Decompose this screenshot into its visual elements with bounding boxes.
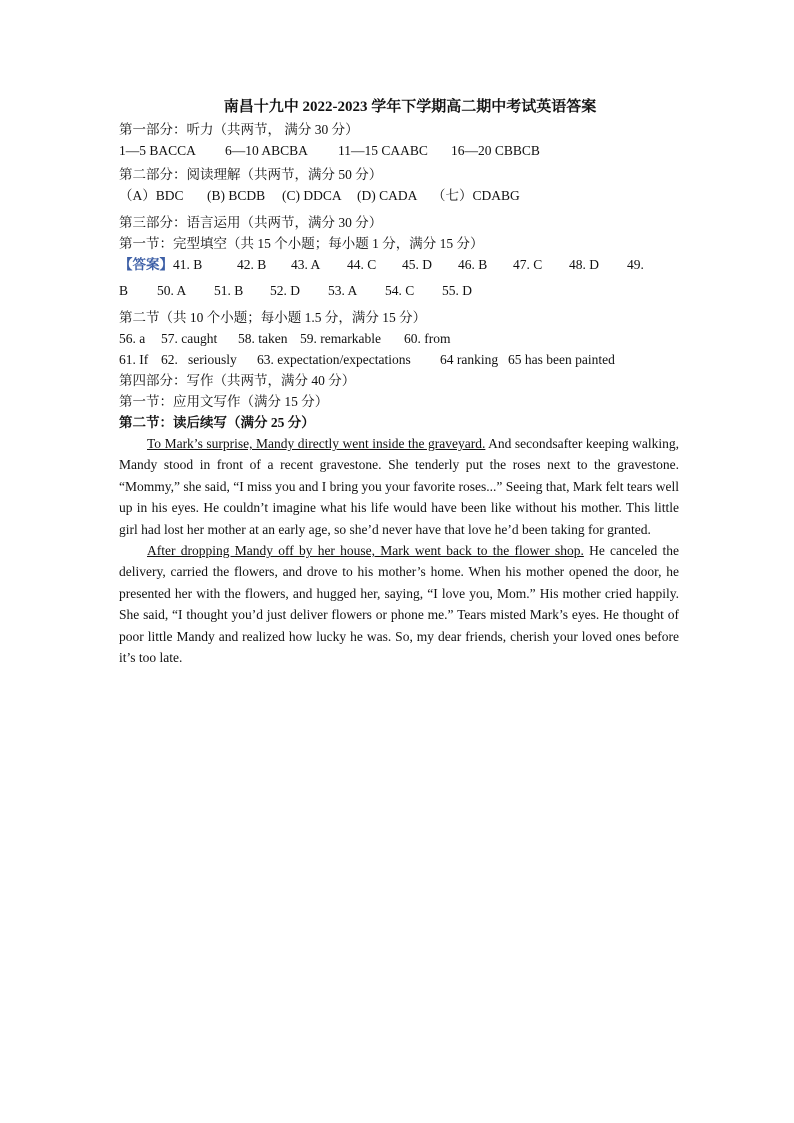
cloze-answer: 54. C [385,283,415,298]
cloze-answer: 48. D [569,257,599,272]
part2-heading: 第二部分：阅读理解（共两节，满分 50 分） [119,167,383,182]
answer-group: 16—20 CBBCB [451,143,540,158]
paragraph-1-lead-sentence: To Mark’s surprise, Mandy directly went inside the graveyard. [147,436,486,451]
part2-answers [119,185,679,206]
cloze-answer: 47. C [513,257,543,272]
answer-document [119,96,679,668]
part4-section2-heading: 第二节：读后续写（满分 25 分） [119,415,315,430]
fill-answer: 59. remarkable [300,331,381,346]
answer-group: 6—10 ABCBA [225,143,308,158]
paragraph-2-body: He canceled the delivery, carried the flowers, and drove to his mother’s home. When his mother opened the door, he presented her with the flowers, and hugged her, saying, “I love you, Mom.” His mother cried happily. She said, “I thought you’d just deliver flowers or phone me.” Tears misted Mark’s eyes. He thought of poor little Mandy and realized how lucky he was. So, my dear friends, cherish your loved ones before it’s too late. [119,543,680,666]
document-title: 南昌十九中 2022-2023 学年下学期高二期中考试英语答案 [223,99,597,115]
cloze-answer: B [119,283,129,298]
answer-tag: 【答案】 [119,257,173,272]
cloze-answers-row-1 [119,254,679,275]
fill-answer: 60. from [404,331,451,346]
answer-group: （A）BDC [119,188,184,203]
cloze-answer: 43. A [291,257,321,272]
cloze-answer: 46. B [458,257,488,272]
fill-answer: 64 ranking [440,352,499,367]
cloze-answer: 45. D [402,257,432,272]
cloze-answer: 53. A [328,283,358,298]
fill-answer: 61. If [119,352,149,367]
fill-answer: 62. seriously [161,352,237,367]
fill-answer: 63. expectation/expectations [257,352,411,367]
cloze-answer: 52. D [270,283,300,298]
paragraph-2-lead-sentence: After dropping Mandy off by her house, Mark went back to the flower shop. [147,543,584,559]
paragraph-1-body: And secondsafter keeping walking, Mandy stood in front of a recent gravestone. She tenderly put the roses next to the gravestone. “Mommy,” she said, “I miss you and I bring you your favorite roses...” Seeing that, Mark felt tears well up in his eyes. He couldn’t imagine what his life would have been like without his mother. This little girl had lost her mother at an early age, so she’d never have that love he’d been taking for granted. [119,436,680,537]
part3-section2-heading: 第二节（共 10 个小题；每小题 1.5 分，满分 15 分） [119,310,427,325]
cloze-answer: 50. A [157,283,187,298]
answer-group: 1—5 BACCA [119,143,196,158]
part1-answers [119,140,679,161]
answer-group: (B) BCDB [207,188,266,203]
part3-heading: 第三部分：语言运用（共两节，满分 30 分） [119,215,383,230]
part3-section1-heading: 第一节：完型填空（共 15 个小题；每小题 1 分，满分 15 分） [119,236,484,251]
cloze-answer: 44. C [347,257,377,272]
part4-section1-heading: 第一节：应用文写作（满分 15 分） [119,394,329,409]
cloze-answer: 49. [627,257,644,272]
cloze-answer: 42. B [237,257,267,272]
answer-group: (C) DDCA [282,188,342,203]
cloze-answer: 51. B [214,283,244,298]
cloze-answer: 41. B [173,257,203,272]
fill-answers-row-1 [119,328,679,349]
answer-group: (D) CADA [357,188,418,203]
continuation-paragraph-1 [119,433,679,540]
cloze-answers-row-2 [119,280,679,301]
fill-answer: 65 has been painted [508,352,615,367]
continuation-paragraph-2 [119,540,679,668]
fill-answer: 58. taken [238,331,288,346]
cloze-answer: 55. D [442,283,472,298]
fill-answer: 57. caught [161,331,218,346]
part1-heading: 第一部分：听力（共两节， 满分 30 分） [119,122,359,137]
fill-answers-row-2 [119,349,679,370]
part4-heading: 第四部分：写作（共两节，满分 40 分） [119,373,356,388]
answer-group: （七）CDABG [432,188,520,203]
fill-answer: 56. a [119,331,146,346]
answer-group: 11—15 CAABC [338,143,428,158]
